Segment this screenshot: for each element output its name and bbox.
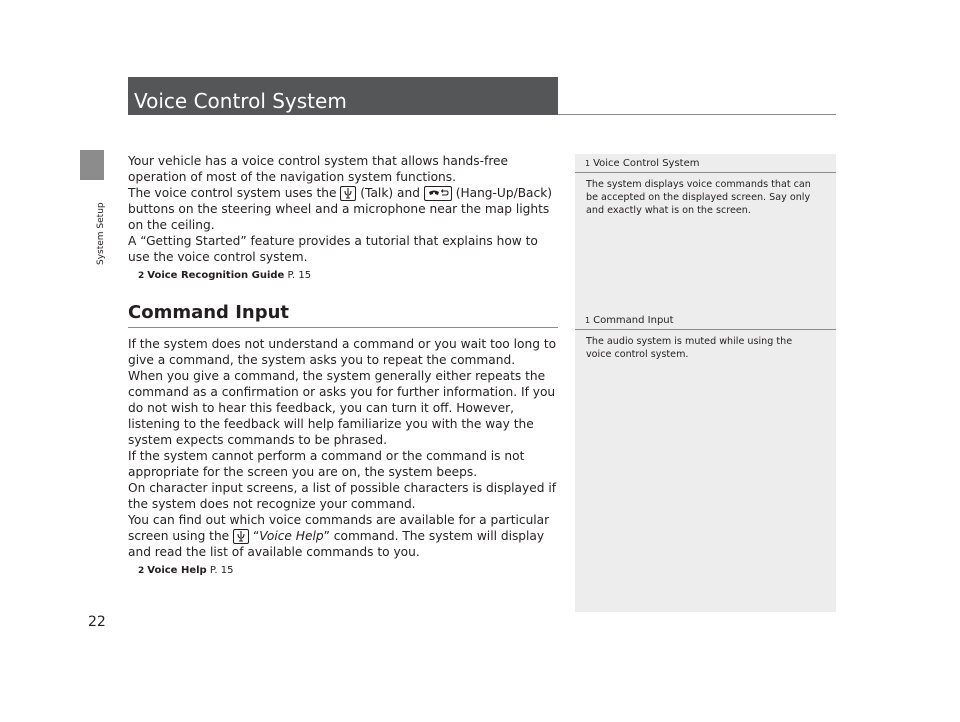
cross-reference-label: Voice Help <box>147 565 207 576</box>
command-input-paragraph-3: If the system cannot perform a command or the command is not appropriate for the screen you are on, the system beeps. <box>128 449 525 479</box>
quote-open: “ <box>252 529 260 543</box>
intro-paragraph-1: Your vehicle has a voice control system that allows hands-free operation of most of the navigation system functions. <box>128 154 509 184</box>
title-rule <box>558 114 836 115</box>
talk-button-label: (Talk) and <box>360 186 420 200</box>
cross-reference-page: P. 15 <box>209 565 234 576</box>
section-tab-label: System Setup <box>96 202 106 265</box>
command-input-paragraph-5-end: ” command. The system will display and read the list of available commands to you. <box>128 529 545 559</box>
talk-button-icon <box>233 529 249 544</box>
note-title: Command Input <box>593 315 674 326</box>
note-header <box>575 311 836 330</box>
intro-paragraph-2-start: The voice control system uses the <box>128 186 337 200</box>
cross-reference-marker: 2 <box>138 566 145 576</box>
intro-paragraph-3: A “Getting Started” feature provides a tutorial that explains how to use the voice control system. <box>128 234 538 264</box>
note-body: The audio system is muted while using the voice control system. <box>586 336 793 360</box>
main-content <box>128 153 560 578</box>
cross-reference-marker: 2 <box>138 271 145 281</box>
cross-reference-voice-recognition-guide[interactable] <box>138 269 560 283</box>
section-tab-marker <box>80 150 104 180</box>
command-input-paragraph-5 <box>128 512 560 560</box>
note-marker: 1 <box>585 159 591 168</box>
hang-up-back-button-label: (Hang-Up/Back) buttons on the steering wheel and a microphone near the map lights on the ceiling. <box>128 186 553 232</box>
cross-reference-label: Voice Recognition Guide <box>147 270 285 281</box>
note-title: Voice Control System <box>593 158 700 169</box>
section-heading-command-input: Command Input <box>128 305 558 328</box>
command-input-paragraph-1: If the system does not understand a command or you wait too long to give a command, the system asks you to repeat the command. <box>128 337 557 367</box>
note-command-input <box>575 311 836 361</box>
note-voice-control-system <box>575 154 836 217</box>
voice-help-command: Voice Help <box>259 529 324 543</box>
command-input-paragraph-5-start: You can find out which voice commands are available for a particular screen using the <box>128 513 550 543</box>
page-number: 22 <box>88 614 106 630</box>
sidebar-notes <box>575 154 836 612</box>
cross-reference-page: P. 15 <box>287 270 312 281</box>
talk-button-icon <box>340 186 356 201</box>
intro-paragraph-2 <box>128 185 560 233</box>
note-body: The system displays voice commands that can be accepted on the displayed screen. Say only and exactly what is on the screen. <box>586 179 811 216</box>
cross-reference-voice-help[interactable] <box>138 564 560 578</box>
note-marker: 1 <box>585 316 591 325</box>
page-title: Voice Control System <box>128 77 558 115</box>
note-header <box>575 154 836 173</box>
command-input-paragraph-4: On character input screens, a list of possible characters is displayed if the system does not recognize your command. <box>128 481 557 511</box>
command-input-paragraph-2: When you give a command, the system generally either repeats the command as a confirmation or asks you for further information. If you do not wish to hear this feedback, you can turn it off. However, listening to the feedback will help familiarize you with the way the system expects commands to be phrased. <box>128 369 556 447</box>
hang-up-back-button-icon <box>424 186 452 201</box>
